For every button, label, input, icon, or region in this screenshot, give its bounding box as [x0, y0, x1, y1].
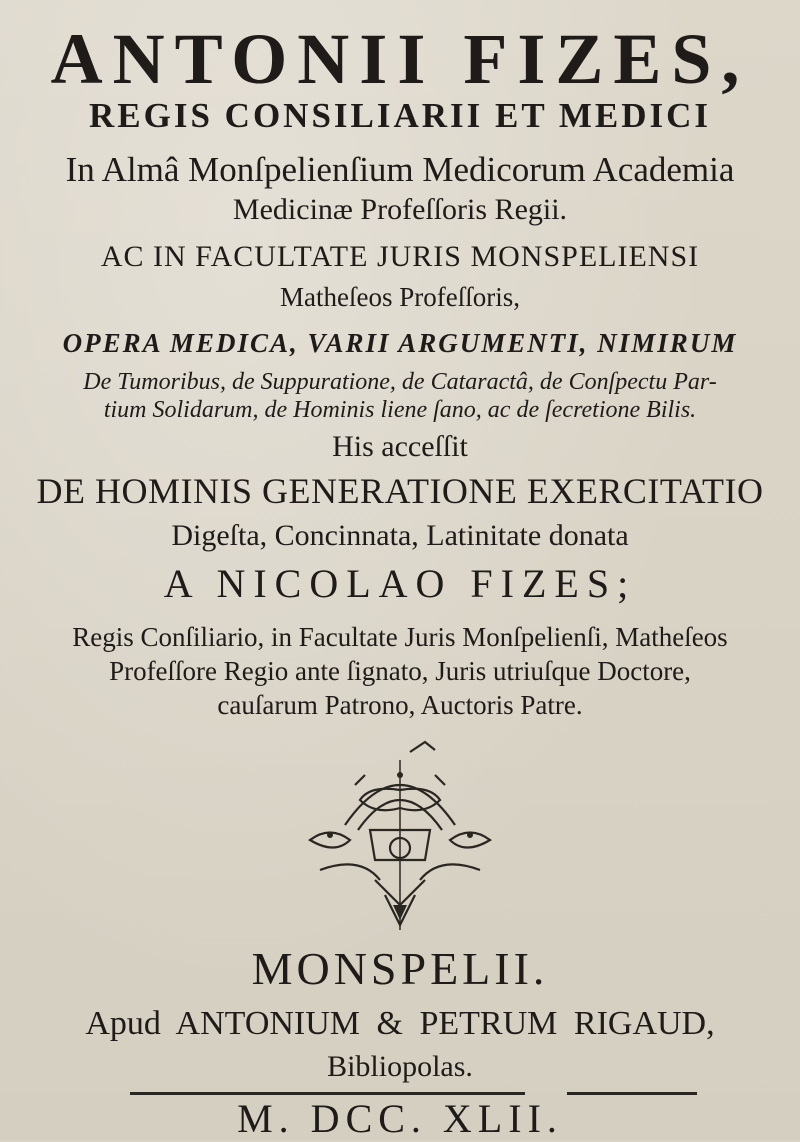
professor-line: Medicinæ Profeſſoris Regii.: [232, 193, 568, 226]
editor-name: A NICOLAO FIZES;: [163, 561, 637, 606]
contents-line-1: De Tumoribus, de Suppuratione, de Cataractâ, de Conſpectu Par-: [83, 369, 717, 395]
accessit-line: His acceſſit: [332, 430, 468, 463]
place-of-publication: MONSPELII.: [251, 943, 549, 994]
contents-line-2: tium Solidarum, de Hominis liene ſano, ac de ſecretione Bilis.: [103, 397, 697, 423]
editor-credentials-2: Profeſſore Regio ante ſignato, Juris utriuſque Doctore,: [109, 656, 691, 686]
editor-credentials-1: Regis Conſiliario, in Facultate Juris Monſpelienſi, Matheſeos: [72, 622, 728, 652]
mathematics-line: Matheſeos Profeſſoris,: [280, 282, 520, 312]
author-name: ANTONII FIZES,: [50, 19, 750, 99]
editor-credentials-3: cauſarum Patrono, Auctoris Patre.: [217, 690, 583, 720]
printers-mark-emblem: [250, 730, 550, 930]
exercitatio-title: DE HOMINIS GENERATIONE EXERCITATIO: [36, 471, 764, 511]
opera-title: OPERA MEDICA, VARII ARGUMENTI, NIMIRUM: [62, 328, 738, 358]
bibliopolas-line: Bibliopolas.: [327, 1050, 473, 1083]
publication-year: M. DCC. XLII.: [237, 1096, 563, 1141]
publisher-line: Apud ANTONIUM & PETRUM RIGAUD,: [85, 1005, 715, 1042]
author-roles: REGIS CONSILIARII ET MEDICI: [88, 96, 712, 135]
faculty-line: AC IN FACULTATE JURIS MONSPELIENSI: [100, 240, 700, 273]
academy-line: In Almâ Monſpelienſium Medicorum Academia: [65, 150, 735, 189]
digesta-line: Digeſta, Concinnata, Latinitate donata: [171, 519, 629, 552]
